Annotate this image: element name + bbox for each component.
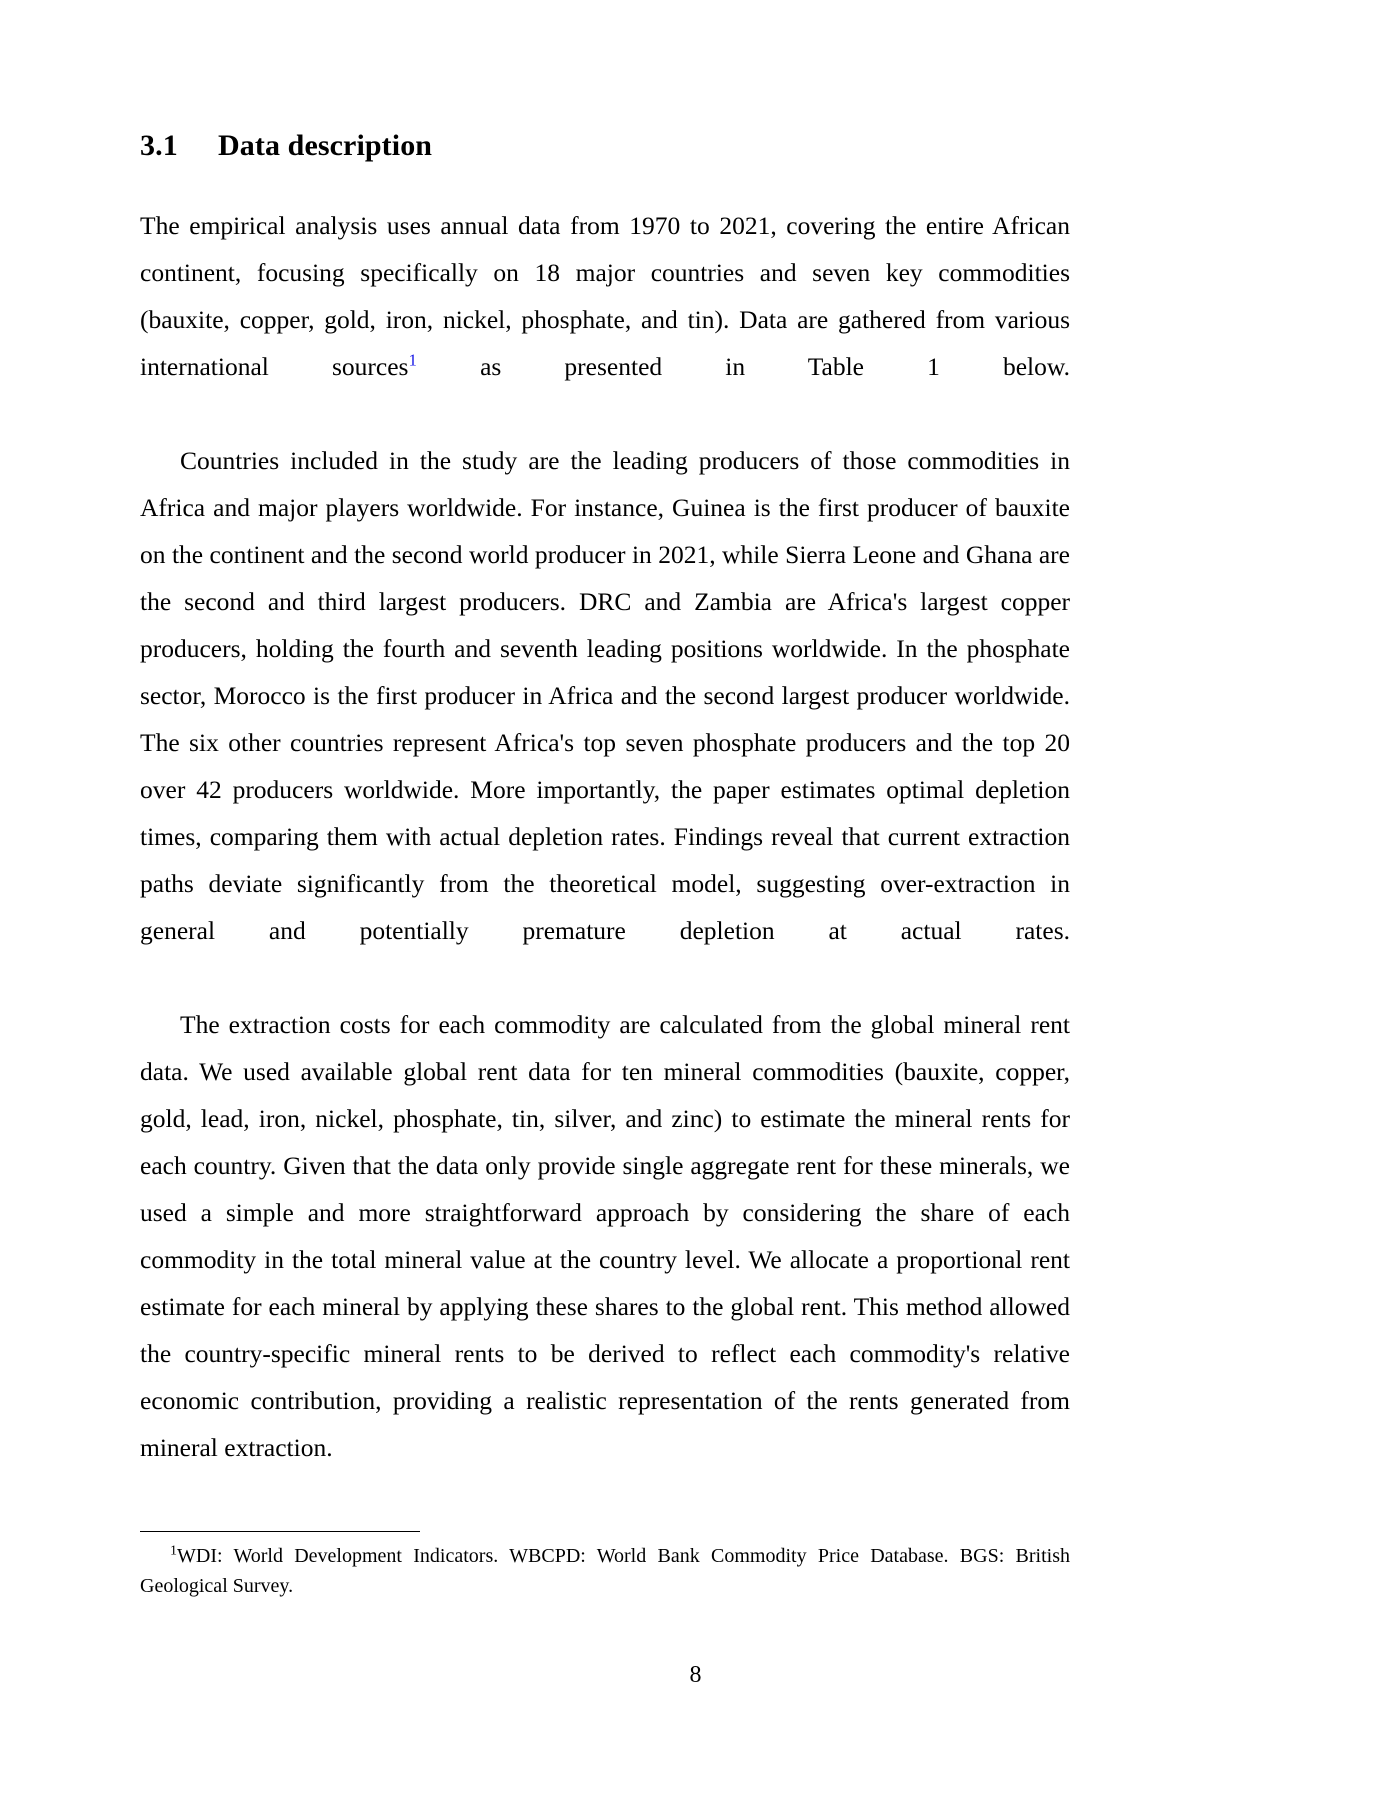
section-heading <box>140 128 1070 164</box>
footnote-marker: 1 <box>170 1543 177 1559</box>
footnote-area <box>140 1531 1070 1601</box>
page-content <box>140 128 1070 1471</box>
footnote-separator-rule <box>140 1531 420 1532</box>
footnote-reference-link[interactable]: 1 <box>408 350 417 370</box>
paragraph-2: Countries included in the study are the leading producers of those commodities in Africa and major players worldwide. For instance, Guinea is the first producer of bauxite on the continent and the second world producer in 2021, while Sierra Leone and Ghana are the second and third largest producers. DRC and Zambia are Africa's largest copper producers, holding the fourth and seventh leading positions worldwide. In the phosphate sector, Morocco is the first producer in Africa and the second largest producer worldwide. The six other countries represent Africa's top seven phosphate producers and the top 20 over 42 producers worldwide. More importantly, the paper estimates optimal depletion times, comparing them with actual depletion rates. Findings reveal that current extraction paths deviate significantly from the theoretical model, suggesting over-extraction in general and potentially premature depletion at actual rates. <box>140 446 1070 945</box>
footnote-entry <box>140 1541 1070 1601</box>
paragraph-1-text-after-note: as presented in Table 1 below. <box>416 352 1070 381</box>
section-number: 3.1 <box>140 129 178 162</box>
section-title: Data description <box>218 129 433 162</box>
page-number: 8 <box>689 1662 702 1688</box>
paragraph-1-text-before-note: The empirical analysis uses annual data from 1970 to 2021, covering the entire African continent, focusing specifically on 18 major countries and seven key commodities (bauxite, copper, gold, iron, nickel, phosphate, and tin). Data are gathered from various international sources <box>140 211 1070 381</box>
paragraph-3: The extraction costs for each commodity are calculated from the global mineral rent data. We used available global rent data for ten mineral commodities (bauxite, copper, gold, lead, iron, nickel, phosphate, tin, silver, and zinc) to estimate the mineral rents for each country. Given that the data only provide single aggregate rent for these minerals, we used a simple and more straightforward approach by considering the share of each commodity in the total mineral value at the country level. We allocate a proportional rent estimate for each mineral by applying these shares to the global rent. This method allowed the country-specific mineral rents to be derived to reflect each commodity's relative economic contribution, providing a realistic representation of the rents generated from mineral extraction. <box>140 1010 1070 1462</box>
paragraph-1 <box>140 202 1070 437</box>
footnote-body-text: WDI: World Development Indicators. WBCPD: World Bank Commodity Price Database. BGS: British Geological Survey. <box>140 1545 1070 1597</box>
